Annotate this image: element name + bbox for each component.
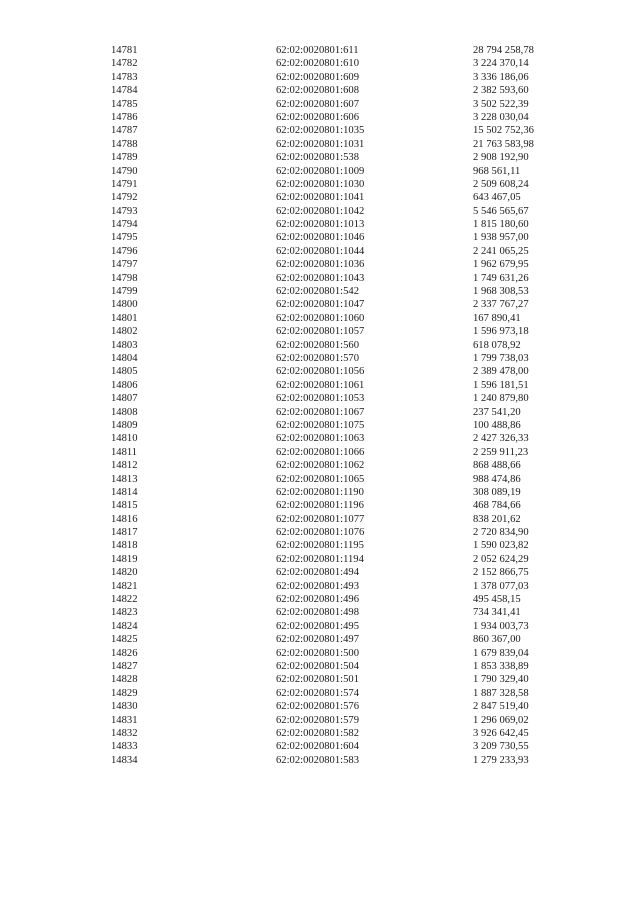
cadastral-value: 2 720 834,90	[473, 527, 529, 539]
cadastral-value: 2 241 065,25	[473, 245, 529, 257]
row-number: 14802	[111, 326, 138, 338]
row-number: 14822	[111, 594, 138, 606]
cadastral-number: 62:02:0020801:1195	[276, 540, 364, 552]
row-number: 14787	[111, 125, 138, 137]
cadastral-number: 62:02:0020801:1194	[276, 553, 364, 565]
cadastral-value: 1 590 023,82	[473, 540, 529, 552]
table-row	[111, 298, 571, 311]
table-row	[111, 272, 571, 285]
row-number: 14830	[111, 701, 138, 713]
table-row	[111, 84, 571, 97]
cadastral-number: 62:02:0020801:493	[276, 580, 359, 592]
cadastral-value: 1 934 003,73	[473, 620, 529, 632]
cadastral-number: 62:02:0020801:1013	[276, 219, 365, 231]
row-number: 14815	[111, 500, 138, 512]
cadastral-number: 62:02:0020801:1057	[276, 326, 365, 338]
cadastral-number: 62:02:0020801:1053	[276, 393, 365, 405]
cadastral-number: 62:02:0020801:570	[276, 352, 359, 364]
cadastral-value: 2 389 478,00	[473, 366, 529, 378]
table-row	[111, 339, 571, 352]
cadastral-number: 62:02:0020801:1067	[276, 406, 365, 418]
table-row	[111, 151, 571, 164]
table-row	[111, 687, 571, 700]
table-row	[111, 754, 571, 767]
row-number: 14833	[111, 741, 138, 753]
cadastral-number: 62:02:0020801:583	[276, 754, 359, 766]
row-number: 14829	[111, 687, 138, 699]
row-number: 14809	[111, 419, 138, 431]
table-row	[111, 258, 571, 271]
cadastral-number: 62:02:0020801:1062	[276, 460, 365, 472]
cadastral-number: 62:02:0020801:604	[276, 741, 359, 753]
cadastral-number: 62:02:0020801:1047	[276, 299, 365, 311]
table-row	[111, 312, 571, 325]
table-row	[111, 98, 571, 111]
row-number: 14807	[111, 393, 138, 405]
cadastral-number: 62:02:0020801:1065	[276, 473, 365, 485]
cadastral-number: 62:02:0020801:582	[276, 727, 359, 739]
table-row	[111, 57, 571, 70]
cadastral-number: 62:02:0020801:498	[276, 607, 359, 619]
cadastral-number: 62:02:0020801:1009	[276, 165, 365, 177]
table-row	[111, 406, 571, 419]
cadastral-number: 62:02:0020801:609	[276, 71, 359, 83]
row-number: 14808	[111, 406, 138, 418]
cadastral-number: 62:02:0020801:1044	[276, 245, 365, 257]
cadastral-number: 62:02:0020801:560	[276, 339, 359, 351]
row-number: 14824	[111, 620, 138, 632]
table-row	[111, 673, 571, 686]
row-number: 14832	[111, 727, 138, 739]
table-row	[111, 419, 571, 432]
table-row	[111, 191, 571, 204]
row-number: 14782	[111, 58, 138, 70]
table-row	[111, 352, 571, 365]
cadastral-value: 100 488,86	[473, 419, 521, 431]
table-row	[111, 499, 571, 512]
cadastral-number: 62:02:0020801:1036	[276, 259, 365, 271]
cadastral-value: 2 259 911,23	[473, 446, 529, 458]
cadastral-number: 62:02:0020801:1042	[276, 205, 365, 217]
cadastral-number: 62:02:0020801:607	[276, 98, 359, 110]
cadastral-number: 62:02:0020801:1076	[276, 527, 365, 539]
row-number: 14793	[111, 205, 138, 217]
table-row	[111, 205, 571, 218]
cadastral-number: 62:02:0020801:1046	[276, 232, 365, 244]
table-row	[111, 138, 571, 151]
table-row	[111, 633, 571, 646]
cadastral-value: 21 763 583,98	[473, 138, 534, 150]
table-row	[111, 647, 571, 660]
cadastral-number: 62:02:0020801:1041	[276, 192, 365, 204]
row-number: 14784	[111, 85, 138, 97]
table-row	[111, 165, 571, 178]
cadastral-value: 1 790 329,40	[473, 674, 529, 686]
cadastral-number: 62:02:0020801:542	[276, 286, 359, 298]
table-row	[111, 365, 571, 378]
cadastral-value: 3 228 030,04	[473, 111, 529, 123]
row-number: 14799	[111, 286, 138, 298]
cadastral-value: 988 474,86	[473, 473, 521, 485]
table-row	[111, 245, 571, 258]
cadastral-value: 3 502 522,39	[473, 98, 529, 110]
cadastral-value-table	[111, 44, 571, 767]
cadastral-number: 62:02:0020801:610	[276, 58, 359, 70]
row-number: 14804	[111, 352, 138, 364]
table-row	[111, 379, 571, 392]
table-row	[111, 124, 571, 137]
cadastral-value: 167 890,41	[473, 312, 521, 324]
cadastral-value: 1 962 679,95	[473, 259, 529, 271]
table-row	[111, 486, 571, 499]
cadastral-number: 62:02:0020801:574	[276, 687, 359, 699]
table-row	[111, 620, 571, 633]
cadastral-value: 1 679 839,04	[473, 647, 529, 659]
cadastral-number: 62:02:0020801:494	[276, 567, 359, 579]
row-number: 14820	[111, 567, 138, 579]
cadastral-number: 62:02:0020801:1077	[276, 513, 365, 525]
table-row	[111, 111, 571, 124]
table-row	[111, 44, 571, 57]
cadastral-number: 62:02:0020801:1060	[276, 312, 365, 324]
table-row	[111, 473, 571, 486]
row-number: 14792	[111, 192, 138, 204]
row-number: 14783	[111, 71, 138, 83]
row-number: 14810	[111, 433, 138, 445]
row-number: 14814	[111, 486, 138, 498]
cadastral-number: 62:02:0020801:1031	[276, 138, 365, 150]
row-number: 14819	[111, 553, 138, 565]
row-number: 14789	[111, 152, 138, 164]
row-number: 14818	[111, 540, 138, 552]
cadastral-value: 15 502 752,36	[473, 125, 534, 137]
row-number: 14828	[111, 674, 138, 686]
row-number: 14827	[111, 660, 138, 672]
table-row	[111, 446, 571, 459]
cadastral-number: 62:02:0020801:500	[276, 647, 359, 659]
cadastral-value: 1 968 308,53	[473, 286, 529, 298]
row-number: 14800	[111, 299, 138, 311]
cadastral-value: 1 887 328,58	[473, 687, 529, 699]
table-row	[111, 218, 571, 231]
row-number: 14813	[111, 473, 138, 485]
table-row	[111, 325, 571, 338]
row-number: 14821	[111, 580, 138, 592]
cadastral-number: 62:02:0020801:608	[276, 85, 359, 97]
cadastral-number: 62:02:0020801:538	[276, 152, 359, 164]
cadastral-value: 2 152 866,75	[473, 567, 529, 579]
cadastral-number: 62:02:0020801:1061	[276, 379, 365, 391]
row-number: 14806	[111, 379, 138, 391]
row-number: 14795	[111, 232, 138, 244]
row-number: 14797	[111, 259, 138, 271]
cadastral-value: 2 908 192,90	[473, 152, 529, 164]
cadastral-value: 495 458,15	[473, 594, 521, 606]
cadastral-value: 2 509 608,24	[473, 178, 529, 190]
cadastral-value: 643 467,05	[473, 192, 521, 204]
cadastral-number: 62:02:0020801:1075	[276, 419, 365, 431]
cadastral-value: 3 926 642,45	[473, 727, 529, 739]
cadastral-number: 62:02:0020801:504	[276, 660, 359, 672]
cadastral-number: 62:02:0020801:495	[276, 620, 359, 632]
cadastral-number: 62:02:0020801:501	[276, 674, 359, 686]
cadastral-value: 1 799 738,03	[473, 352, 529, 364]
table-row	[111, 392, 571, 405]
cadastral-number: 62:02:0020801:1035	[276, 125, 365, 137]
cadastral-value: 1 596 181,51	[473, 379, 529, 391]
cadastral-value: 734 341,41	[473, 607, 521, 619]
cadastral-value: 28 794 258,78	[473, 45, 534, 56]
table-row	[111, 459, 571, 472]
row-number: 14805	[111, 366, 138, 378]
table-row	[111, 700, 571, 713]
row-number: 14816	[111, 513, 138, 525]
cadastral-number: 62:02:0020801:1043	[276, 272, 365, 284]
cadastral-value: 1 296 069,02	[473, 714, 529, 726]
cadastral-value: 968 561,11	[473, 165, 521, 177]
table-row	[111, 285, 571, 298]
row-number: 14798	[111, 272, 138, 284]
row-number: 14781	[111, 45, 138, 56]
cadastral-value: 1 279 233,93	[473, 754, 529, 766]
cadastral-number: 62:02:0020801:1056	[276, 366, 365, 378]
table-row	[111, 580, 571, 593]
row-number: 14831	[111, 714, 138, 726]
cadastral-value: 3 336 186,06	[473, 71, 529, 83]
table-row	[111, 714, 571, 727]
row-number: 14803	[111, 339, 138, 351]
table-row	[111, 593, 571, 606]
table-row	[111, 553, 571, 566]
table-row	[111, 539, 571, 552]
cadastral-value: 3 209 730,55	[473, 741, 529, 753]
row-number: 14785	[111, 98, 138, 110]
table-row	[111, 71, 571, 84]
cadastral-value: 1 815 180,60	[473, 219, 529, 231]
row-number: 14791	[111, 178, 138, 190]
cadastral-value: 618 078,92	[473, 339, 521, 351]
row-number: 14796	[111, 245, 138, 257]
row-number: 14812	[111, 460, 138, 472]
cadastral-value: 838 201,62	[473, 513, 521, 525]
table-row	[111, 526, 571, 539]
row-number: 14794	[111, 219, 138, 231]
table-row	[111, 727, 571, 740]
row-number: 14811	[111, 446, 138, 458]
cadastral-value: 868 488,66	[473, 460, 521, 472]
table-row	[111, 740, 571, 753]
cadastral-number: 62:02:0020801:579	[276, 714, 359, 726]
cadastral-number: 62:02:0020801:606	[276, 111, 359, 123]
cadastral-value: 5 546 565,67	[473, 205, 529, 217]
row-number: 14790	[111, 165, 138, 177]
row-number: 14788	[111, 138, 138, 150]
cadastral-value: 2 427 326,33	[473, 433, 529, 445]
cadastral-number: 62:02:0020801:1030	[276, 178, 365, 190]
cadastral-value: 2 847 519,40	[473, 701, 529, 713]
table-row	[111, 606, 571, 619]
cadastral-value: 308 089,19	[473, 486, 521, 498]
cadastral-number: 62:02:0020801:1190	[276, 486, 364, 498]
cadastral-number: 62:02:0020801:611	[276, 45, 359, 56]
cadastral-value: 860 367,00	[473, 634, 521, 646]
cadastral-number: 62:02:0020801:497	[276, 634, 359, 646]
cadastral-value: 2 052 624,29	[473, 553, 529, 565]
cadastral-value: 468 784,66	[473, 500, 521, 512]
row-number: 14801	[111, 312, 138, 324]
cadastral-value: 2 382 593,60	[473, 85, 529, 97]
cadastral-value: 1 596 973,18	[473, 326, 529, 338]
cadastral-number: 62:02:0020801:1063	[276, 433, 365, 445]
cadastral-value: 2 337 767,27	[473, 299, 529, 311]
cadastral-value: 3 224 370,14	[473, 58, 529, 70]
cadastral-number: 62:02:0020801:576	[276, 701, 359, 713]
table-row	[111, 513, 571, 526]
cadastral-value: 1 749 631,26	[473, 272, 529, 284]
cadastral-number: 62:02:0020801:496	[276, 594, 359, 606]
row-number: 14817	[111, 527, 138, 539]
table-row	[111, 231, 571, 244]
row-number: 14786	[111, 111, 138, 123]
table-row	[111, 432, 571, 445]
cadastral-number: 62:02:0020801:1196	[276, 500, 364, 512]
cadastral-value: 1 240 879,80	[473, 393, 529, 405]
cadastral-number: 62:02:0020801:1066	[276, 446, 365, 458]
cadastral-value: 237 541,20	[473, 406, 521, 418]
row-number: 14826	[111, 647, 138, 659]
row-number: 14825	[111, 634, 138, 646]
row-number: 14823	[111, 607, 138, 619]
table-row	[111, 566, 571, 579]
table-row	[111, 178, 571, 191]
cadastral-value: 1 853 338,89	[473, 660, 529, 672]
cadastral-value: 1 378 077,03	[473, 580, 529, 592]
table-row	[111, 660, 571, 673]
row-number: 14834	[111, 754, 138, 766]
cadastral-value: 1 938 957,00	[473, 232, 529, 244]
